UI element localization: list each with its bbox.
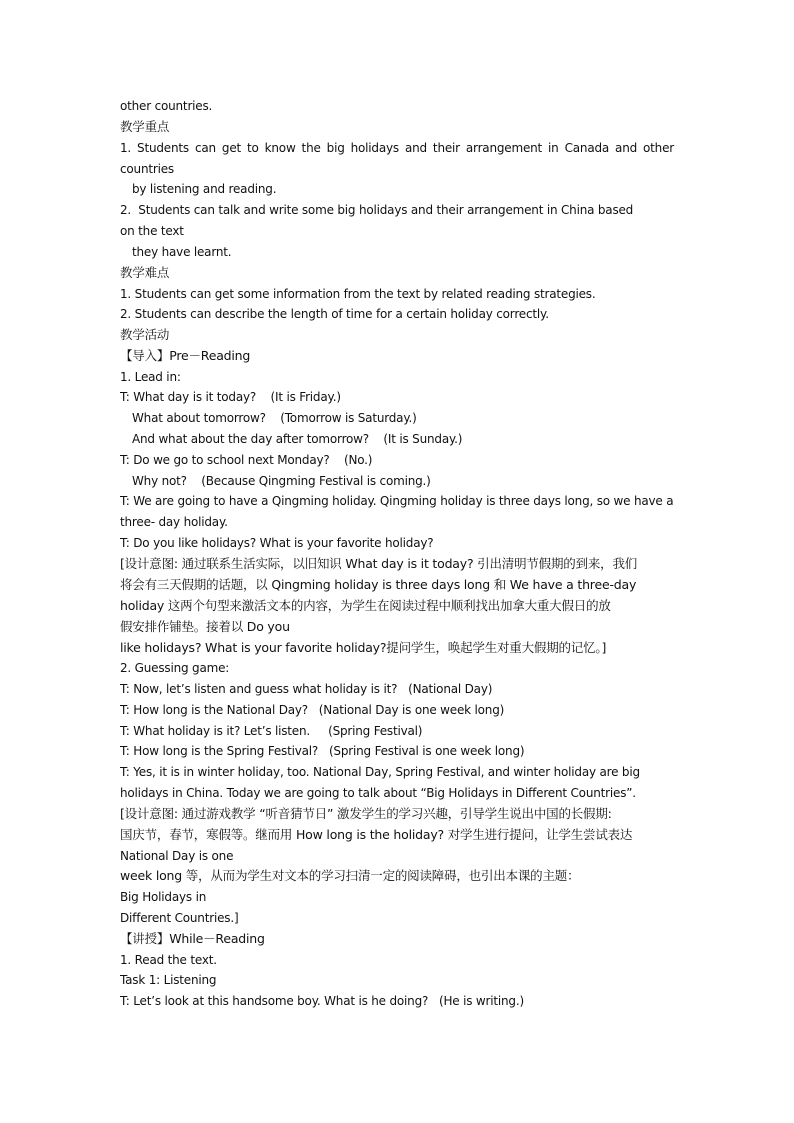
text-line: And what about the day after tomorrow? (It is Sunday.) [132, 432, 463, 446]
text-line: holidays in China. Today we are going to talk about “Big Holidays in Different Countries”. [120, 786, 636, 800]
text-line: T: How long is the Spring Festival? (Spring Festival is one week long) [120, 744, 525, 758]
text-line: T: We are going to have a Qingming holiday. Qingming holiday is three days long, so we have a [120, 494, 674, 508]
text-line: 1. Lead in: [120, 370, 181, 384]
section-heading-pre-reading: 【导入】Pre－Reading [120, 348, 251, 363]
text-line: Big Holidays in [120, 890, 207, 904]
design-intent-text: holiday 这两个句型来激活文本的内容，为学生在阅读过程中顺利找出加拿大重大假日的放 [120, 598, 611, 613]
text-line: on the text [120, 224, 184, 238]
text-line: by listening and reading. [132, 182, 277, 196]
design-intent-text: 国庆节，春节，寒假等。继而用 How long is the holiday? 对学生进行提问，让学生尝试表达 [120, 827, 633, 842]
text-line: other countries. [120, 99, 213, 113]
text-line: T: How long is the National Day? (National Day is one week long) [120, 703, 505, 717]
text-line: 1. Students can get some information from the text by related reading strategies. [120, 287, 596, 301]
text-line: T: What holiday is it? Let’s listen. (Spring Festival) [120, 724, 423, 738]
text-line: 2. Students can talk and write some big holidays and their arrangement in China based [120, 203, 634, 217]
text-line: National Day is one [120, 849, 234, 863]
text-line: What about tomorrow? (Tomorrow is Saturday.) [132, 411, 417, 425]
text-line: T: What day is it today? (It is Friday.) [120, 390, 341, 404]
design-intent-text: 将会有三天假期的话题，以 Qingming holiday is three days long 和 We have a three-day [120, 577, 637, 592]
text-line: Different Countries.] [120, 911, 239, 925]
text-line: three- day holiday. [120, 515, 228, 529]
text-line: Why not? (Because Qingming Festival is coming.) [132, 474, 431, 488]
text-line: 1. Students can get to know the big holidays and their arrangement in Canada and other [120, 141, 674, 155]
text-line: T: Now, let’s listen and guess what holiday is it? (National Day) [120, 682, 493, 696]
text-line: they have learnt. [132, 245, 232, 259]
text-line: T: Do you like holidays? What is your favorite holiday? [120, 536, 434, 550]
text-line: 2. Students can describe the length of time for a certain holiday correctly. [120, 307, 549, 321]
design-intent-text: [设计意图: 通过游戏教学 “听音猜节日” 激发学生的学习兴趣，引导学生说出中国的长假期: [120, 806, 612, 821]
section-heading-while-reading: 【讲授】While－Reading [120, 931, 265, 946]
text-line: T: Yes, it is in winter holiday, too. National Day, Spring Festival, and winter holiday are big [120, 765, 640, 779]
text-line: Task 1: Listening [120, 973, 217, 987]
section-heading-key-points: 教学重点 [120, 119, 170, 134]
design-intent-text: like holidays? What is your favorite holiday?提问学生，唤起学生对重大假期的记忆。] [120, 640, 607, 655]
text-line: 1. Read the text. [120, 953, 217, 967]
text-line: countries [120, 162, 174, 176]
text-line: T: Let’s look at this handsome boy. What is he doing? (He is writing.) [120, 994, 524, 1008]
design-intent-text: week long 等，从而为学生对文本的学习扫清一定的阅读障碍，也引出本课的主题： [120, 868, 580, 883]
section-heading-activities: 教学活动 [120, 327, 170, 342]
section-heading-difficulties: 教学难点 [120, 265, 170, 280]
text-line: 2. Guessing game: [120, 661, 230, 675]
text-line: T: Do we go to school next Monday? (No.) [120, 453, 373, 467]
design-intent-text: 假安排作铺垫。接着以 Do you [120, 619, 290, 634]
design-intent-text: [设计意图: 通过联系生活实际，以旧知识 What day is it today? 引出清明节假期的到来，我们 [120, 556, 638, 571]
